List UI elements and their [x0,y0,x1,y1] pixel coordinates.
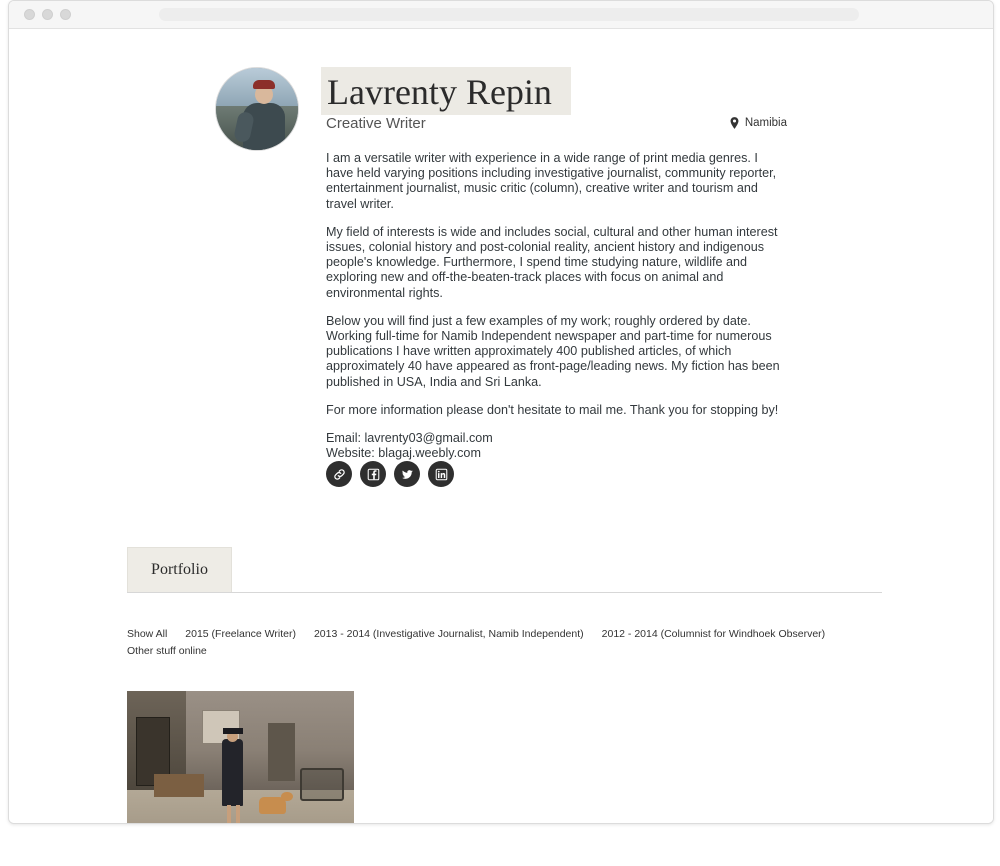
bio-paragraph: Below you will find just a few examples of my work; roughly ordered by date. Working full-time for Namib Independent newspaper and part-time for numerous publications I have written approximately 400 published articles, of which approximately 40 have appeared as front-page/leading news. My fiction has been published in USA, India and Sri Lanka. [326,313,780,389]
minimize-window-button[interactable] [42,9,53,20]
close-window-button[interactable] [24,9,35,20]
portfolio-thumbnail-1[interactable] [127,691,354,823]
social-links [326,461,454,487]
filter-2013-2014-investigative-journalist[interactable]: 2013 - 2014 (Investigative Journalist, Namib Independent) [313,628,584,640]
filter-show-all[interactable]: Show All [127,628,168,640]
portfolio-filters [127,626,887,660]
profile-tagline: Creative Writer [326,115,426,132]
link-icon[interactable] [326,461,352,487]
tabs-row [127,547,882,593]
browser-window [8,0,994,824]
page-content [9,29,993,823]
bio-paragraph: For more information please don't hesitate to mail me. Thank you for stopping by! [326,402,779,417]
page-title: Lavrenty Repin [327,72,552,112]
tab-portfolio[interactable] [127,547,232,592]
filter-2015-freelance-writer[interactable]: 2015 (Freelance Writer) [185,628,296,640]
bio-section [326,151,784,461]
filter-other-stuff-online[interactable]: Other stuff online [127,645,207,657]
window-controls [24,9,71,20]
filter-2012-2014-columnist[interactable]: 2012 - 2014 (Columnist for Windhoek Observer) [601,628,826,640]
location [730,117,787,129]
facebook-icon[interactable] [360,461,386,487]
linkedin-icon[interactable] [428,461,454,487]
email-line: Email: lavrenty03@gmail.com [326,431,493,446]
bio-paragraph: I am a versatile writer with experience in a wide range of print media genres. I have held varying positions including investigative journalist, community reporter, entertainment journalist, music critic (column), creative writer and tourism and travel writer. [326,151,777,211]
tab-portfolio-label: Portfolio [151,561,208,578]
location-label: Namibia [744,117,787,129]
bio-paragraph: My field of interests is wide and includes social, cultural and other human interest issues, colonial history and post-colonial reality, ancient history and indigenous people's knowledge. Furthermore, I spend time studying nature, wildlife and exploring new and off-the-beaten-track places with focus on animal and environmental rights. [326,224,778,300]
avatar [215,67,299,151]
maximize-window-button[interactable] [60,9,71,20]
twitter-icon[interactable] [394,461,420,487]
map-pin-icon [730,117,739,129]
address-bar[interactable] [159,8,859,21]
website-line: Website: blagaj.weebly.com [326,446,481,461]
browser-titlebar [9,1,993,29]
